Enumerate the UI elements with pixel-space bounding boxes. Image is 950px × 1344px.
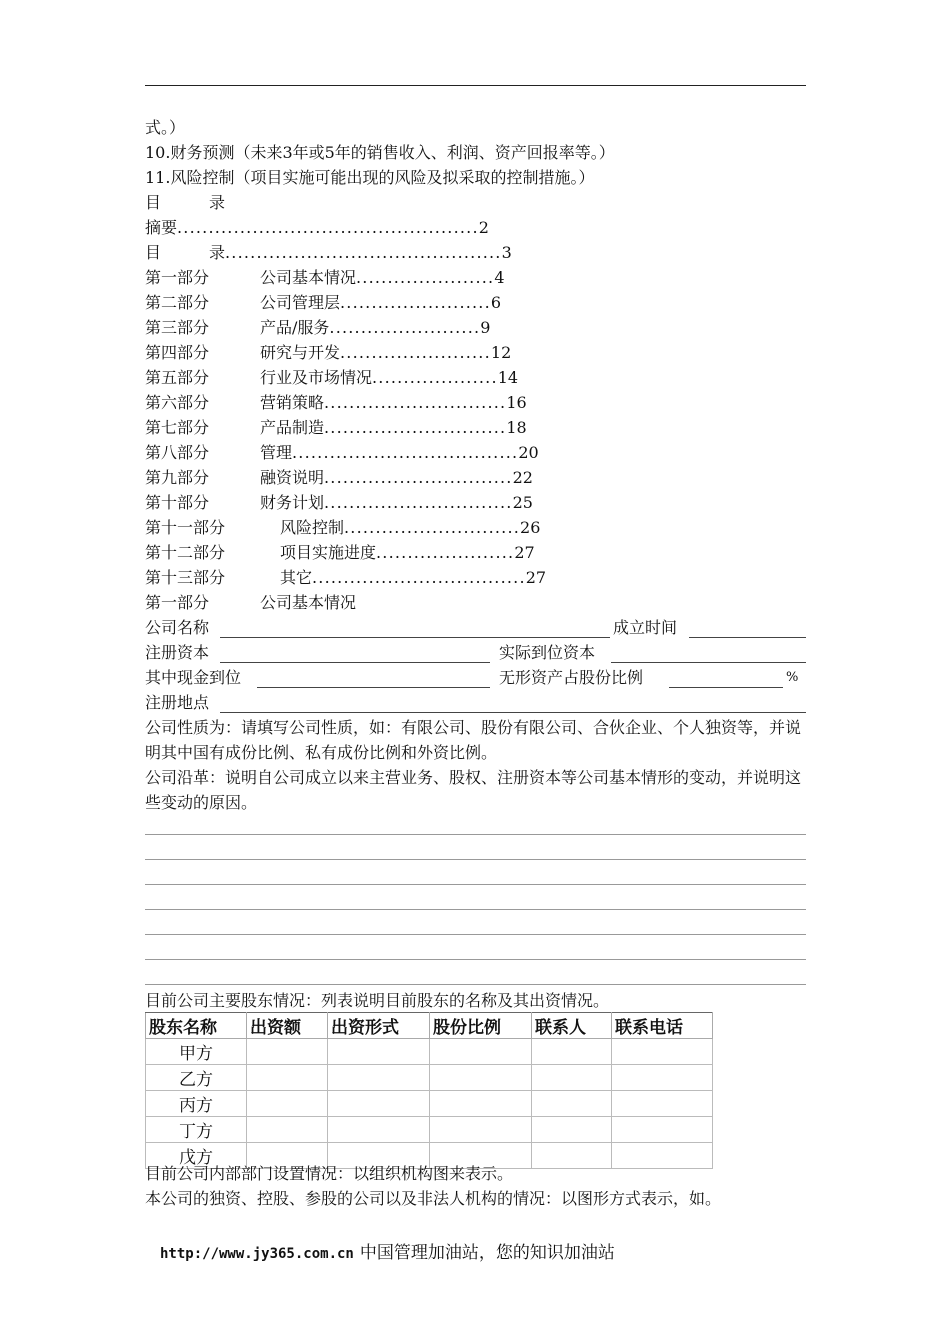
table-cell[interactable] [612, 1039, 713, 1065]
table-cell[interactable] [532, 1117, 612, 1143]
shareholder-name-cell: 甲方 [146, 1039, 247, 1065]
column-header: 联系电话 [612, 1013, 713, 1039]
shareholders-table [145, 1012, 713, 1169]
footer-url[interactable]: http://www.jy365.com.cn [160, 1246, 354, 1262]
toc-page-number: 6 [490, 293, 502, 312]
column-header: 出资形式 [328, 1013, 430, 1039]
table-cell[interactable] [430, 1091, 532, 1117]
toc-part-title: 行业及市场情况 [260, 368, 373, 387]
toc-part-title: 研究与开发 [260, 343, 341, 362]
table-row [146, 1117, 713, 1143]
history-blank-line[interactable] [145, 909, 806, 910]
toc-page-number: 27 [525, 568, 547, 587]
column-header: 出资额 [247, 1013, 328, 1039]
intro-line-1: 式。） [145, 118, 186, 137]
company-name-field[interactable] [220, 637, 610, 638]
shareholder-name-cell: 丁方 [146, 1117, 247, 1143]
section-heading: 第一部分 公司基本情况 [145, 593, 357, 612]
table-cell[interactable] [532, 1091, 612, 1117]
toc-entry [145, 292, 501, 314]
form-row-address [145, 692, 806, 714]
toc-part-title: 公司基本情况 [260, 268, 357, 287]
address-field[interactable] [220, 712, 806, 713]
toc-page-number: 4 [494, 268, 505, 287]
header-rule [145, 85, 806, 86]
toc-part-number: 第十部分 [145, 493, 210, 512]
toc-page-number: 27 [514, 543, 535, 562]
toc-part-title: 其它 [280, 568, 313, 587]
toc-entry [145, 417, 527, 439]
table-cell[interactable] [247, 1039, 328, 1065]
history-blank-line[interactable] [145, 834, 806, 835]
table-cell[interactable] [532, 1039, 612, 1065]
toc-part-title: 公司管理层 [260, 293, 341, 312]
toc-part-title: 营销策略 [260, 393, 325, 412]
toc-leader-dots: ...................... [356, 268, 495, 287]
table-row [146, 1091, 713, 1117]
toc-part-number: 第十二部分 [145, 543, 226, 562]
cash-paid-field[interactable] [257, 687, 490, 688]
toc-entry [145, 542, 535, 564]
toc-page-number: 22 [512, 468, 533, 487]
toc-page-number: 25 [512, 493, 533, 512]
toc-entry [145, 517, 540, 539]
toc-leader-dots: ........................ [340, 293, 491, 312]
toc-leader-dots: .................................... [292, 443, 519, 462]
table-cell[interactable] [247, 1065, 328, 1091]
toc-leader-dots: .............................. [324, 468, 513, 487]
toc-part-number: 第四部分 [145, 343, 210, 362]
percent-sign: % [786, 670, 799, 685]
table-cell[interactable] [328, 1091, 430, 1117]
table-cell[interactable] [532, 1065, 612, 1091]
toc-leader-dots: ............................ [344, 518, 521, 537]
shareholder-name-cell: 丙方 [146, 1091, 247, 1117]
form-row-company-name [145, 617, 806, 639]
table-cell[interactable] [612, 1091, 713, 1117]
toc-part-number: 第三部分 [145, 318, 210, 337]
toc-part-number: 第十三部分 [145, 568, 226, 587]
cash-paid-label: 其中现金到位 [145, 668, 242, 687]
toc-entry-contents: 目 录............................................3 [145, 243, 512, 262]
toc-page-number: 26 [520, 518, 541, 537]
subsidiaries-paragraph: 本公司的独资、控股、参股的公司以及非法人机构的情况：以图形方式表示，如。 [145, 1189, 722, 1208]
toc-entry-summary: 摘要................................................2 [145, 218, 489, 237]
table-header-row [146, 1013, 713, 1039]
column-header: 联系人 [532, 1013, 612, 1039]
toc-leader-dots: ............................. [324, 418, 507, 437]
toc-part-number: 第一部分 [145, 268, 210, 287]
toc-part-title: 产品制造 [260, 418, 325, 437]
intro-line-risk-control: 11.风险控制（项目实施可能出现的风险及拟采取的控制措施。） [145, 168, 595, 187]
intro-line-financial-forecast: 10.财务预测（未来3年或5年的销售收入、利润、资产回报率等。） [145, 143, 615, 162]
toc-leader-dots: ............................. [324, 393, 507, 412]
toc-heading: 目 录 [145, 193, 226, 212]
footer-slogan: 中国管理加油站，您的知识加油站 [359, 1243, 615, 1263]
column-header: 股东名称 [146, 1013, 247, 1039]
table-cell[interactable] [247, 1117, 328, 1143]
toc-leader-dots: .............................. [324, 493, 513, 512]
registered-capital-label: 注册资本 [145, 643, 210, 662]
table-cell[interactable] [430, 1039, 532, 1065]
table-row [146, 1039, 713, 1065]
company-name-label: 公司名称 [145, 618, 210, 637]
toc-leader-dots: .................................. [312, 568, 526, 587]
toc-leader-dots: ........................ [340, 343, 491, 362]
registered-capital-field[interactable] [220, 662, 490, 663]
history-blank-line[interactable] [145, 859, 806, 860]
history-blank-line[interactable] [145, 959, 806, 960]
toc-leader-dots: .................... [372, 368, 498, 387]
established-label: 成立时间 [613, 618, 678, 637]
company-nature-paragraph: 公司性质为：请填写公司性质，如：有限公司、股份有限公司、合伙企业、个人独资等，并说明其中国有成份比例、私有成份比例和外资比例。 [145, 718, 802, 762]
paid-capital-field[interactable] [611, 662, 806, 663]
table-cell[interactable] [328, 1117, 430, 1143]
shareholders-intro: 目前公司主要股东情况：列表说明目前股东的名称及其出资情况。 [145, 991, 610, 1010]
toc-part-title: 财务计划 [260, 493, 325, 512]
toc-page-number: 9 [480, 318, 491, 337]
table-cell[interactable] [430, 1065, 532, 1091]
toc-page-number: 20 [518, 443, 539, 462]
shareholder-name-cell: 戊方 [146, 1143, 247, 1169]
table-cell[interactable] [328, 1065, 430, 1091]
toc-part-number: 第十一部分 [145, 518, 226, 537]
history-blank-line[interactable] [145, 884, 806, 885]
toc-part-number: 第五部分 [145, 368, 210, 387]
table-cell[interactable] [612, 1117, 713, 1143]
toc-entry [145, 367, 518, 389]
table-row [146, 1065, 713, 1091]
toc-part-title: 产品/服务 [260, 318, 330, 337]
toc-page-number: 14 [497, 368, 519, 387]
toc-entry [145, 492, 533, 514]
toc-part-number: 第七部分 [145, 418, 210, 437]
toc-entry [145, 392, 527, 414]
toc-page-number: 18 [506, 418, 527, 437]
company-history-paragraph: 公司沿革：说明自公司成立以来主营业务、股权、注册资本等公司基本情形的变动，并说明这些变动的原因。 [145, 768, 802, 812]
toc-leader-dots: ...................... [376, 543, 515, 562]
toc-entry [145, 267, 505, 289]
toc-leader-dots: ........................ [329, 318, 481, 337]
departments-paragraph: 目前公司内部部门设置情况：以组织机构图来表示。 [145, 1164, 514, 1183]
table-cell[interactable] [612, 1143, 713, 1169]
toc-entry [145, 317, 490, 339]
toc-entry [145, 467, 533, 489]
toc-page-number: 16 [506, 393, 527, 412]
table-cell[interactable] [532, 1143, 612, 1169]
toc-part-number: 第九部分 [145, 468, 210, 487]
intangible-ratio-field[interactable] [669, 687, 783, 688]
toc-part-title: 风险控制 [280, 518, 345, 537]
toc-part-number: 第二部分 [145, 293, 210, 312]
address-label: 注册地点 [145, 693, 210, 712]
toc-entry [145, 442, 539, 464]
established-field[interactable] [689, 637, 806, 638]
toc-part-number: 第八部分 [145, 443, 210, 462]
column-header: 股份比例 [430, 1013, 532, 1039]
history-blank-line[interactable] [145, 934, 806, 935]
table-cell[interactable] [328, 1039, 430, 1065]
toc-entry [145, 342, 511, 364]
toc-part-title: 项目实施进度 [280, 543, 377, 562]
page-footer [160, 1238, 615, 1263]
toc-part-title: 融资说明 [260, 468, 325, 487]
paid-capital-label: 实际到位资本 [499, 643, 596, 662]
table-cell[interactable] [612, 1065, 713, 1091]
toc-entry [145, 567, 546, 589]
form-row-cash-paid [145, 667, 806, 689]
toc-part-number: 第六部分 [145, 393, 210, 412]
table-cell[interactable] [247, 1091, 328, 1117]
shareholder-name-cell: 乙方 [146, 1065, 247, 1091]
toc-part-title: 管理 [260, 443, 293, 462]
toc-page-number: 12 [490, 343, 512, 362]
table-cell[interactable] [430, 1117, 532, 1143]
history-blank-line[interactable] [145, 984, 806, 985]
form-row-registered-capital [145, 642, 806, 664]
intangible-ratio-label: 无形资产占股份比例 [499, 668, 644, 687]
